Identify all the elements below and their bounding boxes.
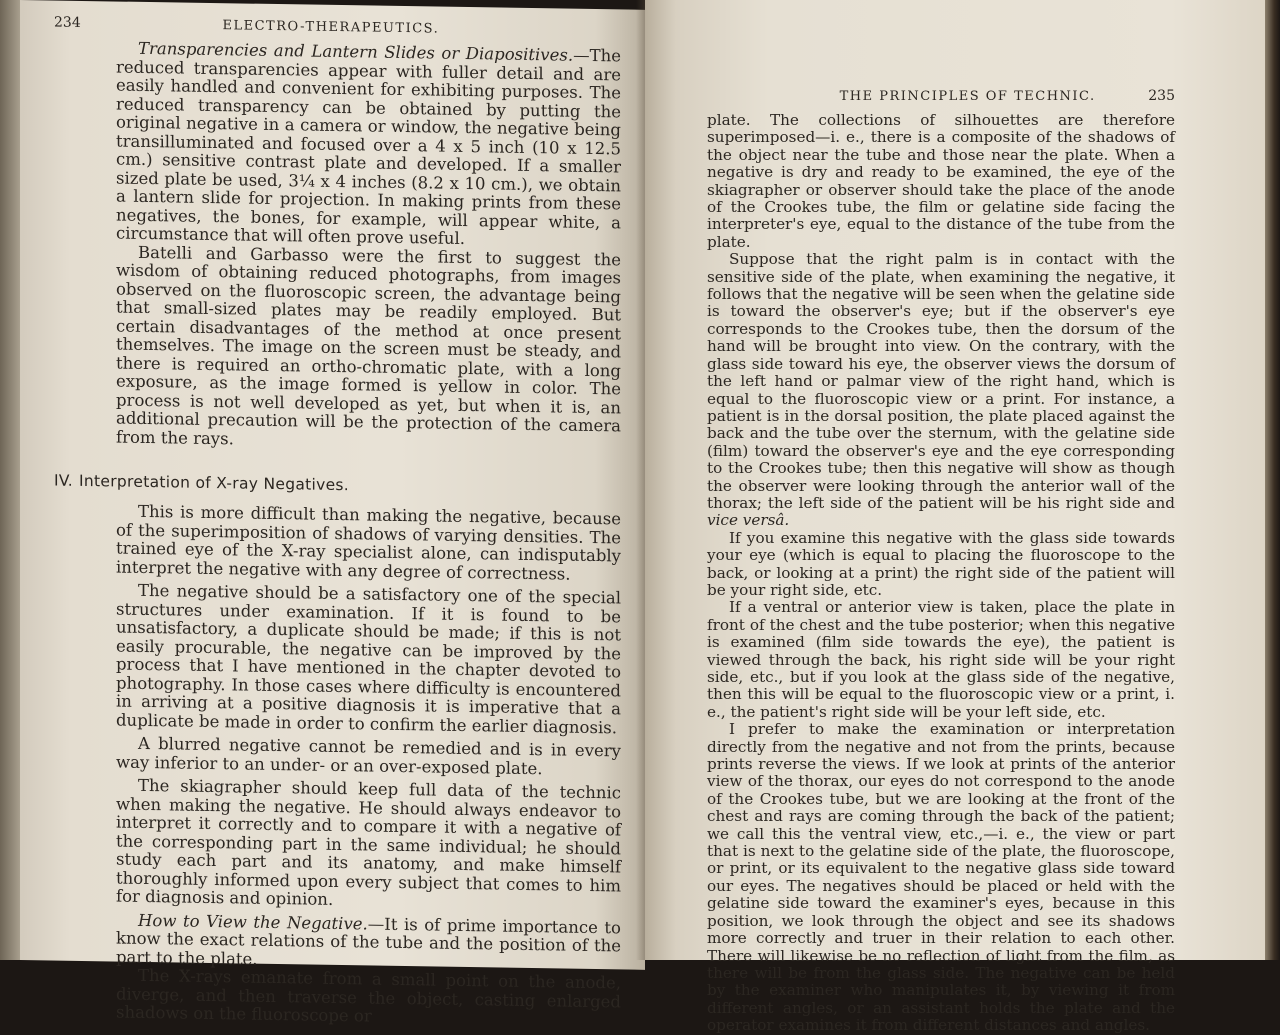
right-running-head (707, 88, 1175, 104)
section-heading (54, 472, 621, 499)
paragraph-heading: How to View the Negative. (138, 910, 368, 933)
right-page-body (707, 112, 1175, 1035)
left-running-title: ELECTRO-THERAPEUTICS. (222, 18, 440, 37)
paragraph: If you examine this negative with the glass side towards your eye (which is equal to placing the fluoroscope to the back, or looking at a print) the right side of the patient will be your right side, etc. (707, 528, 1175, 599)
paragraph: plate. The collections of silhouettes are therefore superimposed—i. e., there is a composite of the shadows of the object near the tube and those near the plate. When a negative is dry and ready to be examined, the eye of the skiagrapher or observer should take the place of the anode of the Crookes tube, the film or gelatine side facing the interpreter's eye, equal to the distance of the tube from the plate. (707, 111, 1175, 251)
paragraph: The skiagrapher should keep full data of the technic when making the negative. He should always endeavor to interpret it correctly and to compare it with a negative of the corresponding part in the same individual; he should study each part and its anatomy, and make himself thoroughly informed upon every subject that comes to him for diagnosis and opinion. (116, 775, 621, 909)
right-running-title: THE PRINCIPLES OF TECHNIC. (839, 89, 1096, 104)
paragraph: This is more difficult than making the negative, because of the superimposition of shadows of varying densities. The trained eye of the X-ray specialist alone, can indisputably interpret the negative with any degree of correctness. (116, 501, 621, 584)
paragraph-text: —It is of prime importance to know the exact relations of the tube and the position of the part to the plate. (116, 913, 621, 969)
paragraph (116, 911, 621, 974)
left-page-body (54, 38, 621, 1030)
paragraph-italic-text: vice versâ. (707, 511, 790, 530)
section-title: Interpretation of X-ray Negatives. (79, 471, 350, 495)
left-page-edge (0, 0, 20, 960)
left-page-number: 234 (54, 14, 81, 31)
paragraph: The X-rays emanate from a small point on the anode, diverge, and then traverse the object, casting enlarged shadows on the fluoroscope or (116, 965, 621, 1026)
paragraph: I prefer to make the examination or interpretation directly from the negative and not from the prints, because prints reverse the views. If we look at prints of the anterior view of the thorax, our eyes do not correspond to the anode of the Crookes tube, but we are looking at the front of the chest and rays are coming through the back of the patient; we call this the ventral view, etc.,—i. e., the view or part that is next to the gelatine side of the plate, the fluoroscope, or print, or its equivalent to the negative glass side toward our eyes. The negatives should be placed or held with the gelatine side toward the examiner's eyes, because in this position, we look through the object and see its shadows more correctly and truer in their relation to each other. There will likewise be no reflection of light from the film, as there will be from the glass side. The negative can be held by the examiner who manipulates it, by viewing it from different angles, or an assistant holds the plate and the operator examines it from different distances and angles. (707, 720, 1175, 1035)
right-page (645, 0, 1265, 1035)
paragraph: The negative should be a satisfactory one of the special structures under examination. If it is found to be unsatisfactory, a duplicate should be made; if this is not easily procurable, the negative can be improved by the process that I have mentioned in the chapter devoted to photography. In those cases where difficulty is encountered in arriving at a positive diagnosis it is imperative that a duplicate be made in order to confirm the earlier diagnosis. (116, 580, 621, 737)
right-page-edge (1265, 0, 1280, 960)
left-page (20, 0, 645, 1026)
right-page-number: 235 (1148, 88, 1175, 104)
paragraph (707, 251, 1175, 530)
paragraph-heading: Transparencies and Lantern Slides or Diapositives. (138, 38, 574, 65)
paragraph-text: —The reduced transparencies appear with fuller detail and are easily handled and convenient for exhibiting purposes. The reduced transparency can be obtained by putting the original negative in a camera or window, the negative being transilluminated and focused over a 4 x 5 inch (10 x 12.5 cm.) sensitive contrast plate and developed. If a smaller sized plate be used, 3¼ x 4 inches (8.2 x 10 cm.), we obtain a lantern slide for projection. In making prints from these negatives, the bones, for example, will appear white, a circumstance that will often prove useful. (116, 45, 621, 248)
paragraph: A blurred negative cannot be remedied and is in every way inferior to an under- or an over-exposed plate. (116, 733, 621, 778)
paragraph (116, 40, 621, 251)
left-running-head (54, 15, 621, 40)
paragraph: Batelli and Garbasso were the first to suggest the wisdom of obtaining reduced photographs, from images observed on the fluoroscopic screen, the advantage being that small-sized plates may be readily employed. But certain disadvantages of the method at once present themselves. The image on the screen must be steady, and there is required an ortho-chromatic plate, with a long exposure, as the image formed is yellow in color. The process is not well developed as yet, but when it is, an additional precaution will be the protection of the camera from the rays. (116, 242, 621, 448)
paragraph-text: Suppose that the right palm is in contact with the sensitive side of the plate, when examining the negative, it follows that the negative will be seen when the gelatine side is toward the observer's eye; but if the observer's eye corresponds to the Crookes tube, then the dorsum of the hand will be brought into view. On the contrary, with the glass side toward his eye, the observer views the dorsum of the left hand or palmar view of the right hand, which is equal to the fluoroscopic view or a print. For instance, a patient is in the dorsal position, the plate placed against the back and the tube over the sternum, with the gelatine side (film) toward the observer's eye and the eye corresponding to the Crookes tube; then this negative will show as though the observer were looking through the anterior wall of the thorax; the left side of the patient will be his right side and (707, 250, 1175, 512)
section-number: IV. (54, 471, 74, 490)
paragraph: If a ventral or anterior view is taken, place the plate in front of the chest and the tube posterior; when this negative is examined (film side towards the eye), the patient is viewed through the back, his right side will be your right side, etc., but if you look at the glass side of the negative, then this will be equal to the fluoroscopic view or a print, i. e., the patient's right side will be your left side, etc. (707, 598, 1175, 721)
